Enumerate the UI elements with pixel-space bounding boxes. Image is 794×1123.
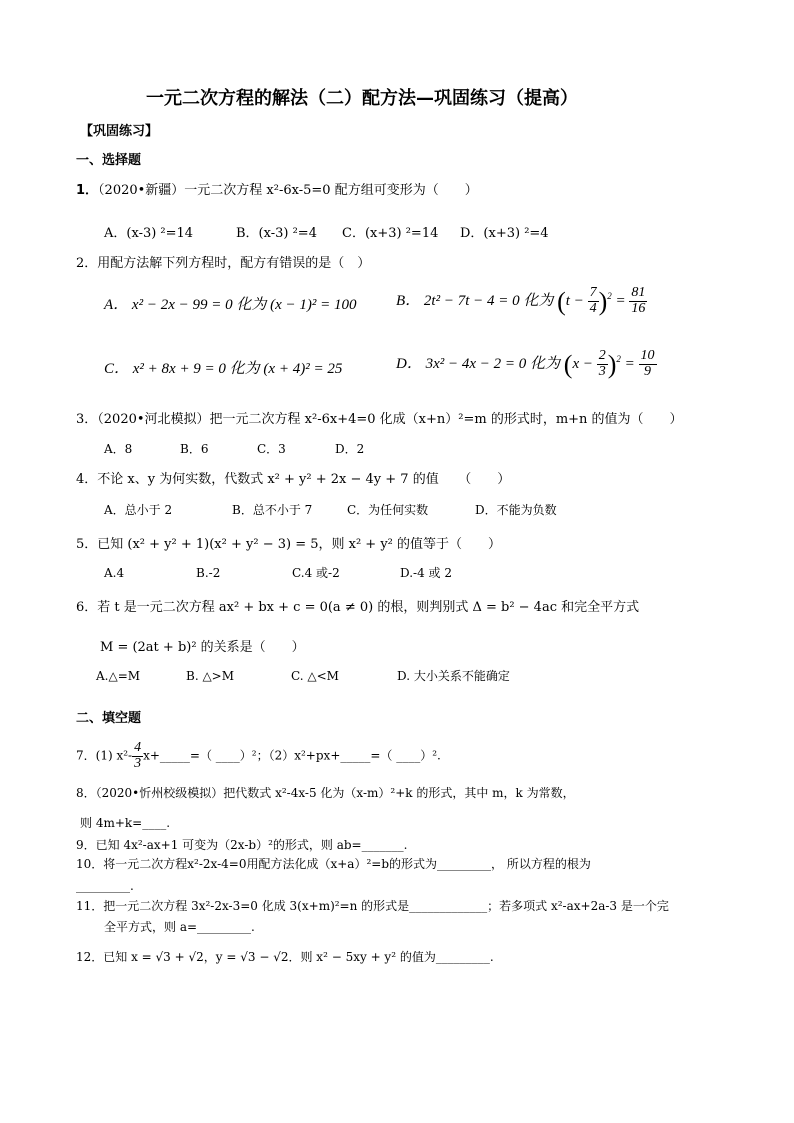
q2-option-b-fraction	[588, 286, 599, 316]
question-6-line-2: M = (2at + b)² 的关系是（ ）	[100, 640, 305, 655]
q5-option-c: C.4 或-2	[292, 566, 340, 580]
q2-option-d-square: 2	[616, 354, 621, 365]
q7-suffix: x+_____=（ ____）²；（2）x²+px+_____=（ ____）².	[143, 748, 441, 763]
q2-option-d-prefix: D． 3x² − 4x − 2 = 0 化为	[396, 356, 561, 373]
q2-option-b-num: 7	[589, 285, 597, 301]
question-11-line-2: 全平方式，则 a=_________.	[104, 920, 255, 934]
section-fill-title: 二、填空题	[76, 711, 142, 726]
question-1	[76, 183, 478, 199]
q1-option-a: A．(x-3) ²=14	[104, 226, 194, 241]
q2-option-d-den: 3	[598, 364, 606, 380]
question-1-number: 1．	[76, 183, 99, 198]
q6-option-b: B. △>M	[186, 669, 235, 683]
q5-option-d: D.-4 或 2	[400, 566, 452, 580]
q2-option-b-rhs-den: 16	[631, 301, 646, 317]
q2-option-b-rhs-num: 81	[631, 285, 646, 301]
q5-option-b: B.-2	[196, 566, 221, 580]
q1-option-c: C．(x+3) ²=14	[342, 226, 439, 241]
q2-option-d-fraction	[597, 349, 608, 379]
q2-option-b-prefix: B． 2t² − 7t − 4 = 0 化为	[396, 293, 554, 310]
question-4: 4．不论 x、y 为何实数，代数式 x² + y² + 2x − 4y + 7 的值 （ ）	[76, 472, 511, 487]
q7-fraction	[132, 741, 143, 771]
question-10-line-1: 10．将一元二次方程x²-2x-4=0用配方法化成（x+a）²=b的形式为_________， 所以方程的根为	[76, 857, 591, 871]
question-5: 5．已知 (x² + y² + 1)(x² + y² − 3) = 5，则 x² + y² 的值等于（ ）	[76, 537, 502, 552]
question-8-line-2: 则 4m+k=____.	[80, 816, 171, 830]
q2-option-a: A． x² − 2x − 99 = 0 化为 (x − 1)² = 100	[104, 297, 357, 313]
q2-option-d-num: 2	[598, 348, 606, 364]
q2-option-b-lparen: (	[557, 287, 566, 316]
q2-option-d-eq: =	[624, 356, 635, 373]
question-10-line-2: _________.	[76, 879, 134, 893]
q5-option-a: A.4	[104, 566, 125, 580]
q7-fraction-den: 3	[134, 755, 142, 771]
question-12: 12．已知 x = √3 + √2，y = √3 − √2．则 x² − 5xy + y² 的值为_________.	[76, 950, 494, 964]
q2-option-b-den: 4	[589, 301, 597, 317]
q6-option-c: C. △<M	[291, 669, 339, 683]
q3-option-c: C．3	[257, 442, 286, 456]
q2-option-b-eq: =	[615, 293, 626, 310]
q3-option-d: D．2	[335, 442, 365, 456]
q2-option-d-rparen: )	[607, 350, 617, 379]
question-3: 3．（2020•河北模拟）把一元二次方程 x²-6x+4=0 化成（x+n）²=m 的形式时，m+n 的值为（ ）	[76, 412, 683, 427]
q2-option-b	[396, 286, 647, 317]
q2-option-b-var: t −	[565, 293, 584, 310]
question-1-text: （2020•新疆）一元二次方程 x²-6x-5=0 配方组可变形为（ ）	[98, 183, 478, 198]
q2-option-d-rhs-num: 10	[640, 348, 655, 364]
question-7	[76, 741, 441, 771]
q2-option-d	[396, 349, 657, 380]
q4-option-d: D．不能为负数	[475, 503, 557, 517]
q3-option-b: B．6	[180, 442, 209, 456]
question-2: 2．用配方法解下列方程时，配方有错误的是（ ）	[76, 256, 371, 271]
q6-option-a: A.△=M	[96, 669, 141, 683]
page-title: 一元二次方程的解法（二）配方法—巩固练习（提高）	[146, 88, 578, 109]
q2-option-d-var: x −	[572, 356, 593, 373]
q2-option-c: C． x² + 8x + 9 = 0 化为 (x + 4)² = 25	[104, 361, 343, 377]
q2-option-d-rhs-den: 9	[644, 364, 652, 380]
q7-fraction-num: 4	[134, 740, 142, 755]
q6-option-d: D. 大小关系不能确定	[397, 669, 510, 683]
q4-option-c: C．为任何实数	[347, 503, 429, 517]
q2-option-b-rhs	[629, 286, 647, 316]
q1-option-b: B．(x-3) ²=4	[236, 226, 317, 241]
question-9: 9．已知 4x²-ax+1 可变为（2x-b）²的形式，则 ab=_______.	[76, 838, 408, 852]
q1-option-d: D．(x+3) ²=4	[460, 226, 549, 241]
q3-option-a: A．8	[104, 442, 133, 456]
q2-option-d-lparen: (	[563, 350, 573, 379]
question-11-line-1: 11．把一元二次方程 3x²-2x-3=0 化成 3(x+m)²=n 的形式是_____________；若多项式 x²-ax+2a-3 是一个完	[76, 899, 669, 913]
q4-option-a: A．总小于 2	[104, 503, 173, 517]
q2-option-b-square: 2	[607, 291, 612, 302]
q4-option-b: B．总不小于 7	[232, 503, 313, 517]
question-8-line-1: 8．（2020•忻州校级模拟）把代数式 x²-4x-5 化为（x-m）²+k 的形式，其中 m，k 为常数，	[76, 786, 575, 800]
q2-option-b-rparen: )	[598, 287, 608, 316]
q2-option-d-rhs	[639, 349, 657, 379]
q7-prefix: 7．(1) x²-	[76, 748, 133, 763]
section-header: 【巩固练习】	[80, 124, 159, 139]
section-choice-title: 一、选择题	[76, 153, 142, 168]
question-6-line-1: 6．若 t 是一元二次方程 ax² + bx + c = 0(a ≠ 0) 的根，则判别式 Δ = b² − 4ac 和完全平方式	[76, 600, 640, 615]
